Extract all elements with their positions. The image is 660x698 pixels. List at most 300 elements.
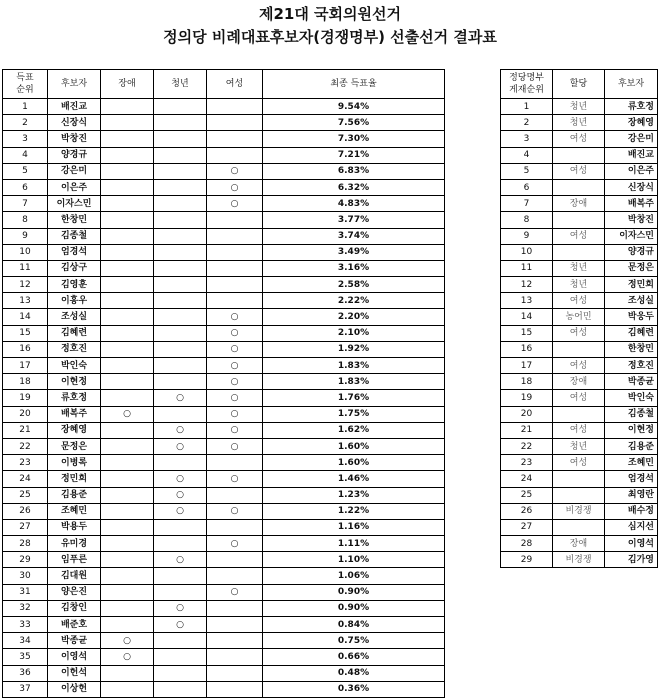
rank-cell: 1 — [3, 99, 48, 115]
rank-cell: 13 — [3, 293, 48, 309]
table-row — [3, 422, 445, 438]
female-mark: ○ — [207, 390, 263, 406]
youth-mark: ○ — [154, 487, 207, 503]
list-position: 20 — [501, 406, 553, 422]
table-row — [3, 487, 445, 503]
final-rate: 9.54% — [263, 99, 445, 115]
rank-cell: 29 — [3, 552, 48, 568]
rank-cell: 7 — [3, 196, 48, 212]
rank-cell: 24 — [3, 471, 48, 487]
candidate-name: 배진교 — [605, 147, 658, 163]
list-position: 22 — [501, 438, 553, 454]
female-mark: ○ — [207, 179, 263, 195]
final-rate: 2.20% — [263, 309, 445, 325]
candidate-name: 이자스민 — [48, 196, 101, 212]
list-position: 23 — [501, 455, 553, 471]
list-position: 13 — [501, 293, 553, 309]
table-row — [3, 131, 445, 147]
header-final-rate: 최종 득표율 — [263, 70, 445, 99]
youth-mark — [154, 358, 207, 374]
table-row — [501, 260, 658, 276]
final-rate: 1.83% — [263, 374, 445, 390]
female-mark: ○ — [207, 536, 263, 552]
table-row — [3, 633, 445, 649]
youth-mark — [154, 406, 207, 422]
vote-results-body — [3, 99, 445, 698]
list-position: 26 — [501, 503, 553, 519]
quota-cell: 여성 — [553, 325, 605, 341]
candidate-name: 김영훈 — [48, 277, 101, 293]
quota-cell: 여성 — [553, 422, 605, 438]
quota-cell: 여성 — [553, 163, 605, 179]
table-row — [3, 390, 445, 406]
table-row — [3, 536, 445, 552]
table-row — [3, 649, 445, 665]
candidate-name: 배복주 — [48, 406, 101, 422]
header-candidate: 후보자 — [48, 70, 101, 99]
table-row — [3, 244, 445, 260]
final-rate: 0.48% — [263, 665, 445, 681]
header-side-candidate: 후보자 — [605, 70, 658, 99]
list-position: 5 — [501, 163, 553, 179]
disability-mark — [101, 374, 154, 390]
table-row — [3, 212, 445, 228]
table-row — [501, 519, 658, 535]
candidate-name: 유미경 — [48, 536, 101, 552]
youth-mark: ○ — [154, 438, 207, 454]
quota-cell: 청년 — [553, 260, 605, 276]
female-mark — [207, 487, 263, 503]
final-rate: 3.16% — [263, 260, 445, 276]
candidate-name: 이영석 — [48, 649, 101, 665]
final-rate: 4.83% — [263, 196, 445, 212]
final-rate: 1.75% — [263, 406, 445, 422]
disability-mark — [101, 681, 154, 697]
candidate-name: 이병록 — [48, 455, 101, 471]
final-rate: 1.06% — [263, 568, 445, 584]
rank-cell: 10 — [3, 244, 48, 260]
final-rate: 2.10% — [263, 325, 445, 341]
rank-cell: 21 — [3, 422, 48, 438]
female-mark — [207, 455, 263, 471]
table-row — [3, 115, 445, 131]
female-mark — [207, 293, 263, 309]
table-row — [3, 503, 445, 519]
candidate-name: 심지선 — [605, 519, 658, 535]
list-position: 6 — [501, 179, 553, 195]
rank-cell: 11 — [3, 260, 48, 276]
disability-mark — [101, 438, 154, 454]
youth-mark — [154, 309, 207, 325]
youth-mark — [154, 179, 207, 195]
candidate-name: 엄경석 — [48, 244, 101, 260]
final-rate: 0.90% — [263, 584, 445, 600]
female-mark — [207, 277, 263, 293]
final-rate: 0.66% — [263, 649, 445, 665]
table-row — [501, 503, 658, 519]
candidate-name: 이헌석 — [48, 665, 101, 681]
table-row — [3, 374, 445, 390]
candidate-name: 박웅두 — [605, 309, 658, 325]
youth-mark: ○ — [154, 390, 207, 406]
disability-mark — [101, 293, 154, 309]
table-row — [501, 358, 658, 374]
list-position: 17 — [501, 358, 553, 374]
female-mark — [207, 260, 263, 276]
candidate-name: 양경규 — [605, 244, 658, 260]
final-rate: 1.83% — [263, 358, 445, 374]
youth-mark — [154, 115, 207, 131]
youth-mark: ○ — [154, 552, 207, 568]
youth-mark — [154, 260, 207, 276]
table-row — [3, 519, 445, 535]
candidate-name: 류호정 — [48, 390, 101, 406]
list-position: 28 — [501, 536, 553, 552]
youth-mark: ○ — [154, 422, 207, 438]
quota-cell: 농어민 — [553, 309, 605, 325]
table-row — [3, 438, 445, 454]
female-mark: ○ — [207, 358, 263, 374]
final-rate: 1.16% — [263, 519, 445, 535]
female-mark — [207, 568, 263, 584]
table-row — [501, 325, 658, 341]
candidate-name: 신장식 — [48, 115, 101, 131]
rank-cell: 8 — [3, 212, 48, 228]
quota-cell — [553, 519, 605, 535]
candidate-name: 이자스민 — [605, 228, 658, 244]
table-row — [3, 665, 445, 681]
youth-mark: ○ — [154, 503, 207, 519]
disability-mark — [101, 147, 154, 163]
candidate-name: 류호정 — [605, 99, 658, 115]
table-row — [501, 309, 658, 325]
candidate-name: 강은미 — [48, 163, 101, 179]
table-row — [3, 584, 445, 600]
quota-cell: 청년 — [553, 438, 605, 454]
candidate-name: 김창인 — [48, 600, 101, 616]
candidate-name: 이현정 — [605, 422, 658, 438]
candidate-name: 양경규 — [48, 147, 101, 163]
rank-cell: 23 — [3, 455, 48, 471]
final-rate: 1.10% — [263, 552, 445, 568]
disability-mark — [101, 131, 154, 147]
table-row — [501, 115, 658, 131]
final-rate: 1.11% — [263, 536, 445, 552]
table-row — [501, 487, 658, 503]
youth-mark: ○ — [154, 600, 207, 616]
quota-cell: 비경쟁 — [553, 503, 605, 519]
female-mark — [207, 552, 263, 568]
candidate-name: 강은미 — [605, 131, 658, 147]
candidate-name: 김용준 — [605, 438, 658, 454]
candidate-name: 정호진 — [605, 358, 658, 374]
document-subtitle: 정의당 비례대표후보자(경쟁명부) 선출선거 결과표 — [163, 28, 497, 46]
table-row — [501, 212, 658, 228]
disability-mark — [101, 212, 154, 228]
candidate-name: 김상구 — [48, 260, 101, 276]
youth-mark — [154, 212, 207, 228]
disability-mark — [101, 341, 154, 357]
table-row — [501, 228, 658, 244]
rank-cell: 2 — [3, 115, 48, 131]
rank-cell: 14 — [3, 309, 48, 325]
quota-cell: 비경쟁 — [553, 552, 605, 568]
table-row — [501, 131, 658, 147]
youth-mark — [154, 633, 207, 649]
final-rate: 6.32% — [263, 179, 445, 195]
female-mark: ○ — [207, 374, 263, 390]
list-position: 18 — [501, 374, 553, 390]
table-row — [3, 552, 445, 568]
rank-cell: 6 — [3, 179, 48, 195]
quota-cell: 여성 — [553, 293, 605, 309]
female-mark: ○ — [207, 503, 263, 519]
female-mark — [207, 600, 263, 616]
table-row — [3, 147, 445, 163]
female-mark: ○ — [207, 471, 263, 487]
quota-cell: 장애 — [553, 196, 605, 212]
candidate-name: 김혜련 — [48, 325, 101, 341]
disability-mark — [101, 277, 154, 293]
candidate-name: 이홍우 — [48, 293, 101, 309]
final-rate: 1.23% — [263, 487, 445, 503]
list-position: 4 — [501, 147, 553, 163]
header-disability: 장애 — [101, 70, 154, 99]
table-row — [501, 471, 658, 487]
youth-mark — [154, 196, 207, 212]
quota-cell: 여성 — [553, 390, 605, 406]
rank-cell: 32 — [3, 600, 48, 616]
rank-cell: 20 — [3, 406, 48, 422]
document-title: 제21대 국회의원선거 — [258, 5, 402, 23]
youth-mark — [154, 293, 207, 309]
table-row — [501, 536, 658, 552]
candidate-name: 조성실 — [48, 309, 101, 325]
female-mark: ○ — [207, 438, 263, 454]
disability-mark — [101, 358, 154, 374]
disability-mark — [101, 309, 154, 325]
quota-cell: 청년 — [553, 115, 605, 131]
candidate-name: 김혜련 — [605, 325, 658, 341]
disability-mark — [101, 260, 154, 276]
candidate-name: 김가영 — [605, 552, 658, 568]
female-mark — [207, 147, 263, 163]
female-mark — [207, 228, 263, 244]
header-quota: 할당 — [553, 70, 605, 99]
table-row — [501, 99, 658, 115]
candidate-name: 한창민 — [48, 212, 101, 228]
quota-cell — [553, 341, 605, 357]
table-row — [501, 179, 658, 195]
party-list-body — [501, 99, 658, 568]
candidate-name: 김용준 — [48, 487, 101, 503]
rank-cell: 34 — [3, 633, 48, 649]
table-row — [3, 196, 445, 212]
rank-cell: 4 — [3, 147, 48, 163]
female-mark: ○ — [207, 309, 263, 325]
candidate-name: 김종철 — [48, 228, 101, 244]
list-position: 2 — [501, 115, 553, 131]
youth-mark — [154, 228, 207, 244]
quota-cell: 청년 — [553, 277, 605, 293]
disability-mark: ○ — [101, 633, 154, 649]
youth-mark — [154, 665, 207, 681]
quota-cell — [553, 487, 605, 503]
final-rate: 1.76% — [263, 390, 445, 406]
female-mark: ○ — [207, 422, 263, 438]
youth-mark — [154, 131, 207, 147]
rank-cell: 9 — [3, 228, 48, 244]
quota-cell — [553, 147, 605, 163]
disability-mark — [101, 325, 154, 341]
youth-mark — [154, 325, 207, 341]
disability-mark — [101, 455, 154, 471]
disability-mark — [101, 163, 154, 179]
final-rate: 1.60% — [263, 455, 445, 471]
list-position: 11 — [501, 260, 553, 276]
disability-mark — [101, 503, 154, 519]
list-position: 1 — [501, 99, 553, 115]
youth-mark — [154, 568, 207, 584]
candidate-name: 장혜영 — [48, 422, 101, 438]
disability-mark — [101, 390, 154, 406]
header-list-position: 정당명부 게재순위 — [501, 70, 553, 99]
rank-cell: 35 — [3, 649, 48, 665]
table-row — [501, 390, 658, 406]
rank-cell: 30 — [3, 568, 48, 584]
final-rate: 2.22% — [263, 293, 445, 309]
table-row — [501, 438, 658, 454]
quota-cell: 청년 — [553, 99, 605, 115]
youth-mark — [154, 649, 207, 665]
rank-cell: 25 — [3, 487, 48, 503]
list-position: 16 — [501, 341, 553, 357]
list-position: 14 — [501, 309, 553, 325]
table-row — [501, 406, 658, 422]
candidate-name: 양은진 — [48, 584, 101, 600]
list-position: 10 — [501, 244, 553, 260]
female-mark: ○ — [207, 341, 263, 357]
female-mark — [207, 649, 263, 665]
list-position: 15 — [501, 325, 553, 341]
vote-results-table — [2, 69, 445, 698]
list-position: 3 — [501, 131, 553, 147]
final-rate: 7.30% — [263, 131, 445, 147]
list-position: 8 — [501, 212, 553, 228]
candidate-name: 배수정 — [605, 503, 658, 519]
rank-cell: 26 — [3, 503, 48, 519]
table-row — [3, 325, 445, 341]
table-row — [501, 163, 658, 179]
female-mark — [207, 212, 263, 228]
disability-mark — [101, 99, 154, 115]
table-row — [501, 552, 658, 568]
candidate-name: 이현정 — [48, 374, 101, 390]
party-list-table — [500, 69, 658, 568]
final-rate: 3.74% — [263, 228, 445, 244]
youth-mark — [154, 163, 207, 179]
youth-mark — [154, 277, 207, 293]
candidate-name: 엄경석 — [605, 471, 658, 487]
disability-mark: ○ — [101, 649, 154, 665]
youth-mark: ○ — [154, 617, 207, 633]
list-position: 24 — [501, 471, 553, 487]
rank-cell: 31 — [3, 584, 48, 600]
candidate-name: 박종균 — [48, 633, 101, 649]
candidate-name: 이영석 — [605, 536, 658, 552]
disability-mark — [101, 584, 154, 600]
youth-mark: ○ — [154, 471, 207, 487]
youth-mark — [154, 374, 207, 390]
quota-cell — [553, 212, 605, 228]
final-rate: 1.92% — [263, 341, 445, 357]
female-mark — [207, 244, 263, 260]
table-row — [3, 99, 445, 115]
list-position: 27 — [501, 519, 553, 535]
final-rate: 0.84% — [263, 617, 445, 633]
header-female: 여성 — [207, 70, 263, 99]
candidate-name: 장혜영 — [605, 115, 658, 131]
final-rate: 1.62% — [263, 422, 445, 438]
candidate-name: 이은주 — [48, 179, 101, 195]
female-mark: ○ — [207, 163, 263, 179]
rank-cell: 18 — [3, 374, 48, 390]
candidate-name: 박창진 — [48, 131, 101, 147]
table-row — [3, 179, 445, 195]
quota-cell — [553, 406, 605, 422]
candidate-name: 정민희 — [48, 471, 101, 487]
candidate-name: 정호진 — [48, 341, 101, 357]
rank-cell: 27 — [3, 519, 48, 535]
rank-cell: 22 — [3, 438, 48, 454]
disability-mark — [101, 228, 154, 244]
youth-mark — [154, 244, 207, 260]
table-row — [501, 374, 658, 390]
female-mark — [207, 633, 263, 649]
rank-cell: 15 — [3, 325, 48, 341]
candidate-name: 조혜민 — [48, 503, 101, 519]
disability-mark — [101, 422, 154, 438]
quota-cell: 여성 — [553, 358, 605, 374]
candidate-name: 배준호 — [48, 617, 101, 633]
table-row — [3, 617, 445, 633]
candidate-name: 이은주 — [605, 163, 658, 179]
youth-mark — [154, 536, 207, 552]
table-row — [501, 455, 658, 471]
disability-mark — [101, 519, 154, 535]
final-rate: 0.75% — [263, 633, 445, 649]
candidate-name: 박인숙 — [605, 390, 658, 406]
candidate-name: 김대원 — [48, 568, 101, 584]
youth-mark — [154, 147, 207, 163]
table-row — [3, 341, 445, 357]
candidate-name: 신장식 — [605, 179, 658, 195]
final-rate: 7.56% — [263, 115, 445, 131]
youth-mark — [154, 584, 207, 600]
youth-mark — [154, 99, 207, 115]
disability-mark — [101, 244, 154, 260]
final-rate: 1.60% — [263, 438, 445, 454]
final-rate: 7.21% — [263, 147, 445, 163]
table-row — [3, 358, 445, 374]
candidate-name: 한창민 — [605, 341, 658, 357]
list-position: 21 — [501, 422, 553, 438]
table-row — [501, 341, 658, 357]
list-position: 29 — [501, 552, 553, 568]
rank-cell: 33 — [3, 617, 48, 633]
female-mark — [207, 681, 263, 697]
female-mark: ○ — [207, 584, 263, 600]
